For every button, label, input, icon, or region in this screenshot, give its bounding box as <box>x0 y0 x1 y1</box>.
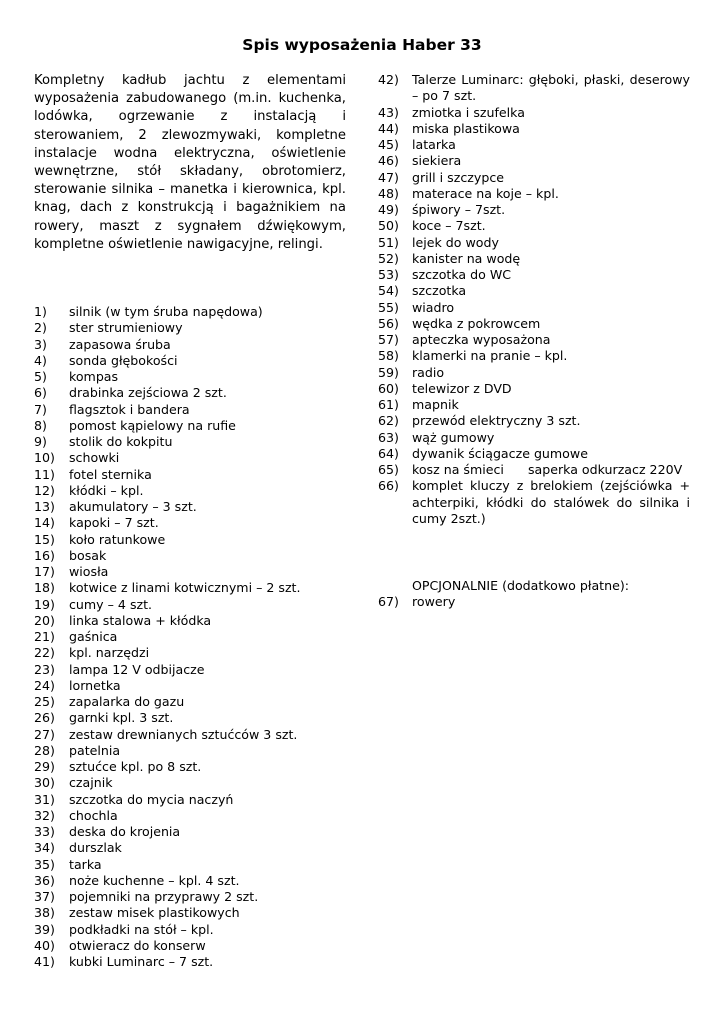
item-number: 4) <box>34 352 47 368</box>
list-item <box>378 218 690 234</box>
document-title: Spis wyposażenia Haber 33 <box>242 36 482 54</box>
item-number: 5) <box>34 369 47 384</box>
list-item <box>378 478 690 527</box>
item-text: wiadro <box>412 299 455 315</box>
list-item <box>378 153 690 169</box>
item-number: 11) <box>34 466 55 482</box>
list-item <box>34 467 346 483</box>
item-text: zmiotka i szufelka <box>412 104 525 120</box>
item-text: latarka <box>412 137 456 152</box>
item-number: 46) <box>378 153 399 169</box>
item-text: koło ratunkowe <box>69 531 166 547</box>
list-item <box>34 645 346 661</box>
list-item <box>34 727 346 743</box>
list-item <box>34 499 346 515</box>
item-text: kpl. narzędzi <box>69 645 150 661</box>
item-number: 49) <box>378 202 399 217</box>
item-number: 54) <box>378 283 399 299</box>
list-item <box>34 954 346 970</box>
item-number: 38) <box>34 905 55 921</box>
list-item <box>378 413 690 429</box>
item-text: bosak <box>69 547 107 563</box>
item-text: pojemniki na przyprawy 2 szt. <box>69 889 259 904</box>
item-number: 13) <box>34 499 55 514</box>
list-item <box>378 235 690 251</box>
item-text: wiosła <box>69 564 109 579</box>
item-text: ster strumieniowy <box>69 320 183 336</box>
list-item <box>378 430 690 446</box>
item-number: 65) <box>378 462 399 477</box>
list-item <box>34 434 346 450</box>
item-number: 1) <box>34 304 47 319</box>
item-text: sonda głębokości <box>69 352 178 368</box>
item-text: wędka z pokrowcem <box>412 315 541 331</box>
item-text: schowki <box>69 450 120 466</box>
list-item <box>34 775 346 791</box>
item-number: 63) <box>378 429 399 445</box>
item-number: 16) <box>34 547 55 563</box>
list-item <box>34 694 346 710</box>
item-number: 26) <box>34 710 55 726</box>
optional-heading: OPCJONALNIE (dodatkowo płatne): <box>412 578 630 593</box>
list-item <box>34 483 346 499</box>
list-item <box>34 402 346 418</box>
item-number: 55) <box>378 299 399 315</box>
item-text: kosz na śmieci <box>412 462 504 477</box>
item-number: 25) <box>34 694 55 709</box>
item-text: noże kuchenne – kpl. 4 szt. <box>69 872 240 888</box>
item-text: sztućce kpl. po 8 szt. <box>69 759 202 774</box>
item-number: 37) <box>34 889 55 904</box>
item-number: 22) <box>34 645 55 661</box>
item-number: 48) <box>378 185 399 201</box>
item-text: tarka <box>69 856 102 872</box>
item-number: 62) <box>378 413 399 429</box>
item-number: 14) <box>34 515 55 531</box>
item-number: 24) <box>34 677 55 693</box>
item-text: zestaw misek plastikowych <box>69 905 240 921</box>
list-item <box>34 808 346 824</box>
item-number: 57) <box>378 332 399 347</box>
item-text: kanister na wodę <box>412 250 521 266</box>
list-item <box>378 251 690 267</box>
list-item <box>34 320 346 336</box>
item-number: 33) <box>34 824 55 839</box>
list-item <box>34 662 346 678</box>
item-number: 10) <box>34 450 55 466</box>
list-item <box>34 792 346 808</box>
list-item <box>378 186 690 202</box>
item-number: 18) <box>34 580 55 596</box>
item-text: zestaw drewnianych sztućców 3 szt. <box>69 726 298 742</box>
item-text: telewizor z DVD <box>412 380 512 396</box>
item-number: 23) <box>34 661 55 677</box>
optional-list <box>378 594 690 610</box>
item-text: deska do krojenia <box>69 824 181 839</box>
item-text: flagsztok i bandera <box>69 401 190 417</box>
list-item <box>34 857 346 873</box>
item-number: 9) <box>34 434 47 449</box>
item-number: 2) <box>34 320 47 336</box>
item-number: 47) <box>378 169 399 185</box>
list-item <box>378 397 690 413</box>
list-item <box>378 283 690 299</box>
item-number: 41) <box>34 954 55 969</box>
item-number: 7) <box>34 401 47 417</box>
list-item <box>34 905 346 921</box>
item-text: podkładki na stół – kpl. <box>69 921 214 937</box>
equipment-list-right <box>378 72 690 527</box>
list-item <box>34 873 346 889</box>
list-item <box>34 450 346 466</box>
item-text: wąż gumowy <box>412 429 495 445</box>
item-text: szczotka <box>412 283 467 299</box>
list-item <box>378 267 690 283</box>
item-text: zapalarka do gazu <box>69 694 185 709</box>
item-number: 28) <box>34 742 55 758</box>
equipment-list-left <box>34 304 346 970</box>
item-text: miska plastikowa <box>412 120 520 136</box>
item-number: 52) <box>378 250 399 266</box>
item-number: 64) <box>378 445 399 461</box>
item-text: kompas <box>69 369 119 384</box>
item-text: akumulatory – 3 szt. <box>69 499 197 514</box>
item-text-continued: saperka odkurzacz 220V <box>527 462 683 477</box>
list-item <box>378 137 690 153</box>
item-text: kapoki – 7 szt. <box>69 515 159 531</box>
item-text: szczotka do WC <box>412 267 512 282</box>
item-text: Talerze Luminarc: głęboki, płaski, deserowy – po 7 szt. <box>412 72 690 104</box>
intro-paragraph: Kompletny kadłub jachtu z elementami wyposażenia zabudowanego (m.in. kuchenka, lodówka, ogrzewanie z instalacją i sterowaniem, 2 zlewozmywaki, kompletne instalacje wodna elektryczna, oświetlenie wewnętrzne, stół składany, obrotomierz, sterowanie silnika – manetka i kierownica, kpl. knag, dach z konstrukcją i bagażnikiem na rowery, maszt z sygnałem dźwiękowym, kompletne oświetlenie nawigacyjne, relingi. <box>34 73 346 252</box>
list-item <box>378 316 690 332</box>
list-item <box>34 889 346 905</box>
item-number: 32) <box>34 807 55 823</box>
item-text: dywanik ściągacze gumowe <box>412 445 588 461</box>
item-number: 34) <box>34 840 55 856</box>
list-item <box>34 824 346 840</box>
item-text: koce – 7szt. <box>412 218 486 234</box>
item-text: durszlak <box>69 840 122 856</box>
list-item <box>378 72 690 105</box>
list-item <box>378 300 690 316</box>
item-number: 21) <box>34 629 55 644</box>
item-number: 67) <box>378 594 399 609</box>
list-item <box>34 938 346 954</box>
item-number: 66) <box>378 478 399 494</box>
list-item <box>34 369 346 385</box>
item-number: 50) <box>378 218 399 234</box>
item-number: 8) <box>34 417 47 433</box>
item-text: przewód elektryczny 3 szt. <box>412 413 581 429</box>
item-text: otwieracz do konserw <box>69 937 206 953</box>
item-text: chochla <box>69 807 118 823</box>
item-text: stolik do kokpitu <box>69 434 173 449</box>
item-text: lampa 12 V odbijacze <box>69 661 205 677</box>
item-number: 6) <box>34 385 47 401</box>
item-number: 19) <box>34 596 55 612</box>
item-text: fotel sternika <box>69 466 152 482</box>
item-text: gaśnica <box>69 629 118 644</box>
list-item <box>378 348 690 364</box>
item-text: materace na koje – kpl. <box>412 185 559 201</box>
item-text: komplet kluczy z brelokiem (zejściówka + achterpiki, kłódki do stalówek do silnika i cumy 2szt.) <box>412 478 690 526</box>
item-number: 51) <box>378 234 399 250</box>
item-text: grill i szczypce <box>412 169 504 185</box>
item-text: lornetka <box>69 677 121 693</box>
item-number: 59) <box>378 364 399 380</box>
list-item <box>34 304 346 320</box>
item-text: kubki Luminarc – 7 szt. <box>69 954 214 969</box>
item-text: czajnik <box>69 775 113 791</box>
item-number: 20) <box>34 612 55 628</box>
item-number: 53) <box>378 267 399 282</box>
item-text: drabinka zejściowa 2 szt. <box>69 385 227 401</box>
list-item <box>378 381 690 397</box>
list-item <box>34 743 346 759</box>
item-number: 15) <box>34 531 55 547</box>
item-number: 31) <box>34 791 55 807</box>
list-item <box>378 121 690 137</box>
item-number: 27) <box>34 726 55 742</box>
list-item <box>34 515 346 531</box>
item-text: kotwice z linami kotwicznymi – 2 szt. <box>69 580 301 596</box>
item-text: klamerki na pranie – kpl. <box>412 348 568 364</box>
item-number: 60) <box>378 380 399 396</box>
list-item <box>378 446 690 462</box>
list-item <box>378 170 690 186</box>
list-item <box>378 365 690 381</box>
list-item <box>34 580 346 596</box>
item-number: 40) <box>34 937 55 953</box>
item-number: 39) <box>34 921 55 937</box>
item-text: siekiera <box>412 153 462 169</box>
item-text: pomost kąpielowy na rufie <box>69 417 236 433</box>
item-text: mapnik <box>412 397 459 412</box>
list-item <box>34 548 346 564</box>
list-item <box>34 385 346 401</box>
item-text: lejek do wody <box>412 234 499 250</box>
item-text: szczotka do mycia naczyń <box>69 791 234 807</box>
item-number: 56) <box>378 315 399 331</box>
list-item <box>378 202 690 218</box>
item-number: 36) <box>34 872 55 888</box>
item-number: 42) <box>378 72 399 87</box>
list-item <box>34 759 346 775</box>
list-item <box>34 564 346 580</box>
list-item <box>34 840 346 856</box>
item-text: radio <box>412 364 445 380</box>
item-text: silnik (w tym śruba napędowa) <box>69 304 263 319</box>
item-number: 17) <box>34 564 55 579</box>
list-item <box>34 613 346 629</box>
item-text: linka stalowa + kłódka <box>69 612 212 628</box>
list-item <box>34 710 346 726</box>
list-item <box>34 678 346 694</box>
item-number: 30) <box>34 775 55 791</box>
list-item <box>378 105 690 121</box>
list-item <box>34 353 346 369</box>
item-text: patelnia <box>69 742 121 758</box>
list-item <box>34 597 346 613</box>
item-number: 43) <box>378 104 399 120</box>
item-number: 58) <box>378 348 399 364</box>
item-text: rowery <box>412 594 456 609</box>
item-number: 29) <box>34 759 55 774</box>
item-number: 61) <box>378 397 399 412</box>
item-text: garnki kpl. 3 szt. <box>69 710 174 726</box>
item-text: śpiwory – 7szt. <box>412 202 506 217</box>
item-number: 3) <box>34 336 47 352</box>
item-text: kłódki – kpl. <box>69 482 144 498</box>
list-item <box>34 337 346 353</box>
item-number: 35) <box>34 856 55 872</box>
list-item <box>34 418 346 434</box>
list-item <box>378 594 690 610</box>
list-item <box>34 532 346 548</box>
item-number: 45) <box>378 137 399 152</box>
item-text: zapasowa śruba <box>69 336 171 352</box>
item-number: 12) <box>34 482 55 498</box>
list-item <box>378 462 690 478</box>
list-item <box>34 922 346 938</box>
item-text: cumy – 4 szt. <box>69 596 153 612</box>
list-item <box>378 332 690 348</box>
item-text: apteczka wyposażona <box>412 332 551 347</box>
list-item <box>34 629 346 645</box>
item-number: 44) <box>378 120 399 136</box>
